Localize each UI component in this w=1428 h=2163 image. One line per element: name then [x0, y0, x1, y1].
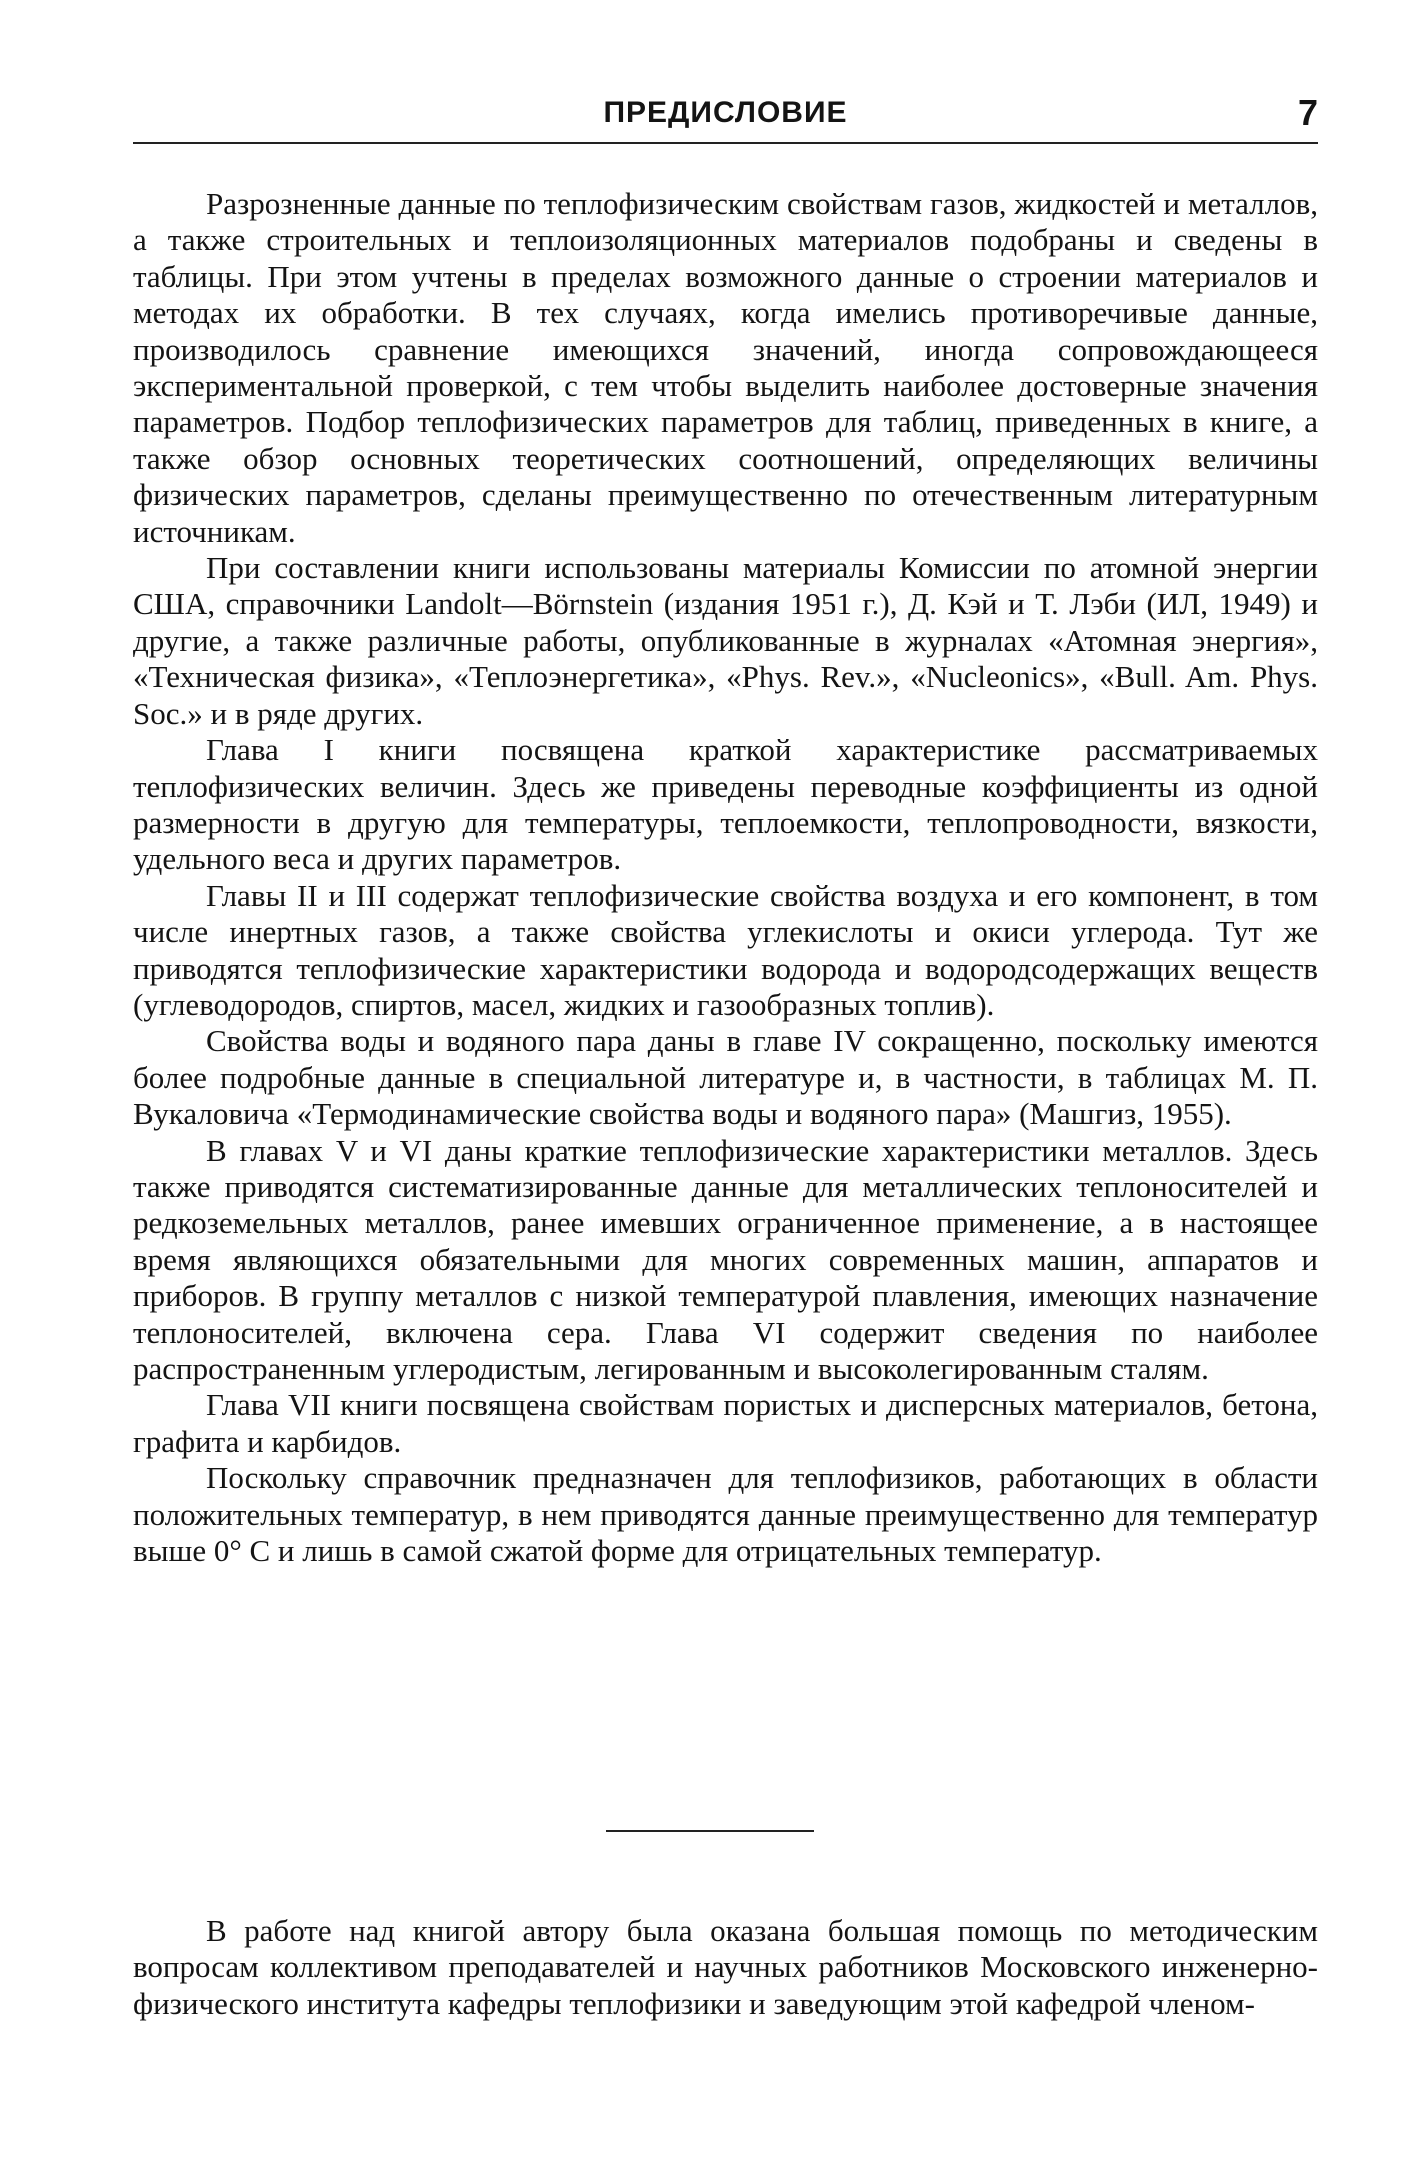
- paragraph-acknowledgement: В работе над книгой автору была оказана большая помощь по методическим вопросам коллективом преподавателей и научных работников Московского инженерно-физического института кафедры теплофизики и заведующим этой кафедрой членом-: [133, 1913, 1318, 2021]
- header-rule: [133, 142, 1318, 144]
- paragraph-sources-overview: Разрозненные данные по теплофизическим свойствам газов, жидкостей и металлов, а также строительных и теплоизоляционных материалов подобраны и сведены в таблицы. При этом учтены в пределах возможного данные о строении материалов и методах их обработки. В тех случаях, когда имелись противоречивые данные, производилось сравнение имеющихся значений, иногда сопровождающееся экспериментальной проверкой, с тем чтобы выделить наиболее достоверные значения параметров. Подбор теплофизических параметров для таблиц, приведенных в книге, а также обзор основных теоретических соотношений, определяющих величины физических параметров, сделаны преимущественно по отечественным литературным источникам.: [133, 186, 1318, 549]
- paragraph-chapter-7: Глава VII книги посвящена свойствам пористых и дисперсных материалов, бетона, графита и карбидов.: [133, 1387, 1318, 1459]
- paragraph-chapter-4: Свойства воды и водяного пара даны в главе IV сокращенно, поскольку имеются более подробные данные в специальной литературе и, в частности, в таблицах М. П. Вукаловича «Термодинамические свойства воды и водяного пара» (Машгиз, 1955).: [133, 1023, 1318, 1132]
- running-title: ПРЕДИСЛОВИЕ: [603, 96, 848, 129]
- running-head: [133, 92, 1318, 142]
- acknowledgement-section: [133, 1913, 1318, 2022]
- paragraph-temperature-range: Поскольку справочник предназначен для теплофизиков, работающих в области положительных температур, в нем приводятся данные преимущественно для температур выше 0° С и лишь в самой сжатой форме для отрицательных температур.: [133, 1460, 1318, 1569]
- paragraph-references: При составлении книги использованы материалы Комиссии по атомной энергии США, справочники Landolt—Börnstein (издания 1951 г.), Д. Кэй и Т. Лэби (ИЛ, 1949) и другие, а также различные работы, опубликованные в журналах «Атомная энергия», «Техническая физика», «Теплоэнергетика», «Phys. Rev.», «Nucleonics», «Bull. Am. Phys. Soc.» и в ряде других.: [133, 550, 1318, 731]
- paragraph-chapters-2-3: Главы II и III содержат теплофизические свойства воздуха и его компонент, в том числе инертных газов, а также свойства углекислоты и окиси углерода. Тут же приводятся теплофизические характеристики водорода и водородсодержащих веществ (углеводородов, спиртов, масел, жидких и газообразных топлив).: [133, 877, 1318, 1022]
- paragraph-chapters-5-6: В главах V и VI даны краткие теплофизические характеристики металлов. Здесь также приводятся систематизированные данные для металлических теплоносителей и редкоземельных металлов, ранее имевших ограниченное применение, а в настоящее время являющихся обязательными для многих современных машин, аппаратов и приборов. В группу металлов с низкой температурой плавления, имеющих назначение теплоносителей, включена сера. Глава VI содержит сведения по наиболее распространенным углеродистым, легированным и высоколегированным сталям.: [133, 1132, 1318, 1386]
- page-number: 7: [1297, 92, 1318, 133]
- section-divider: [606, 1830, 814, 1832]
- preface-body: [133, 186, 1318, 1569]
- paragraph-chapter-1: Глава I книги посвящена краткой характеристике рассматриваемых теплофизических величин. Здесь же приведены переводные коэффициенты из одной размерности в другую для температуры, теплоемкости, теплопроводности, вязкости, удельного веса и других параметров.: [133, 732, 1318, 877]
